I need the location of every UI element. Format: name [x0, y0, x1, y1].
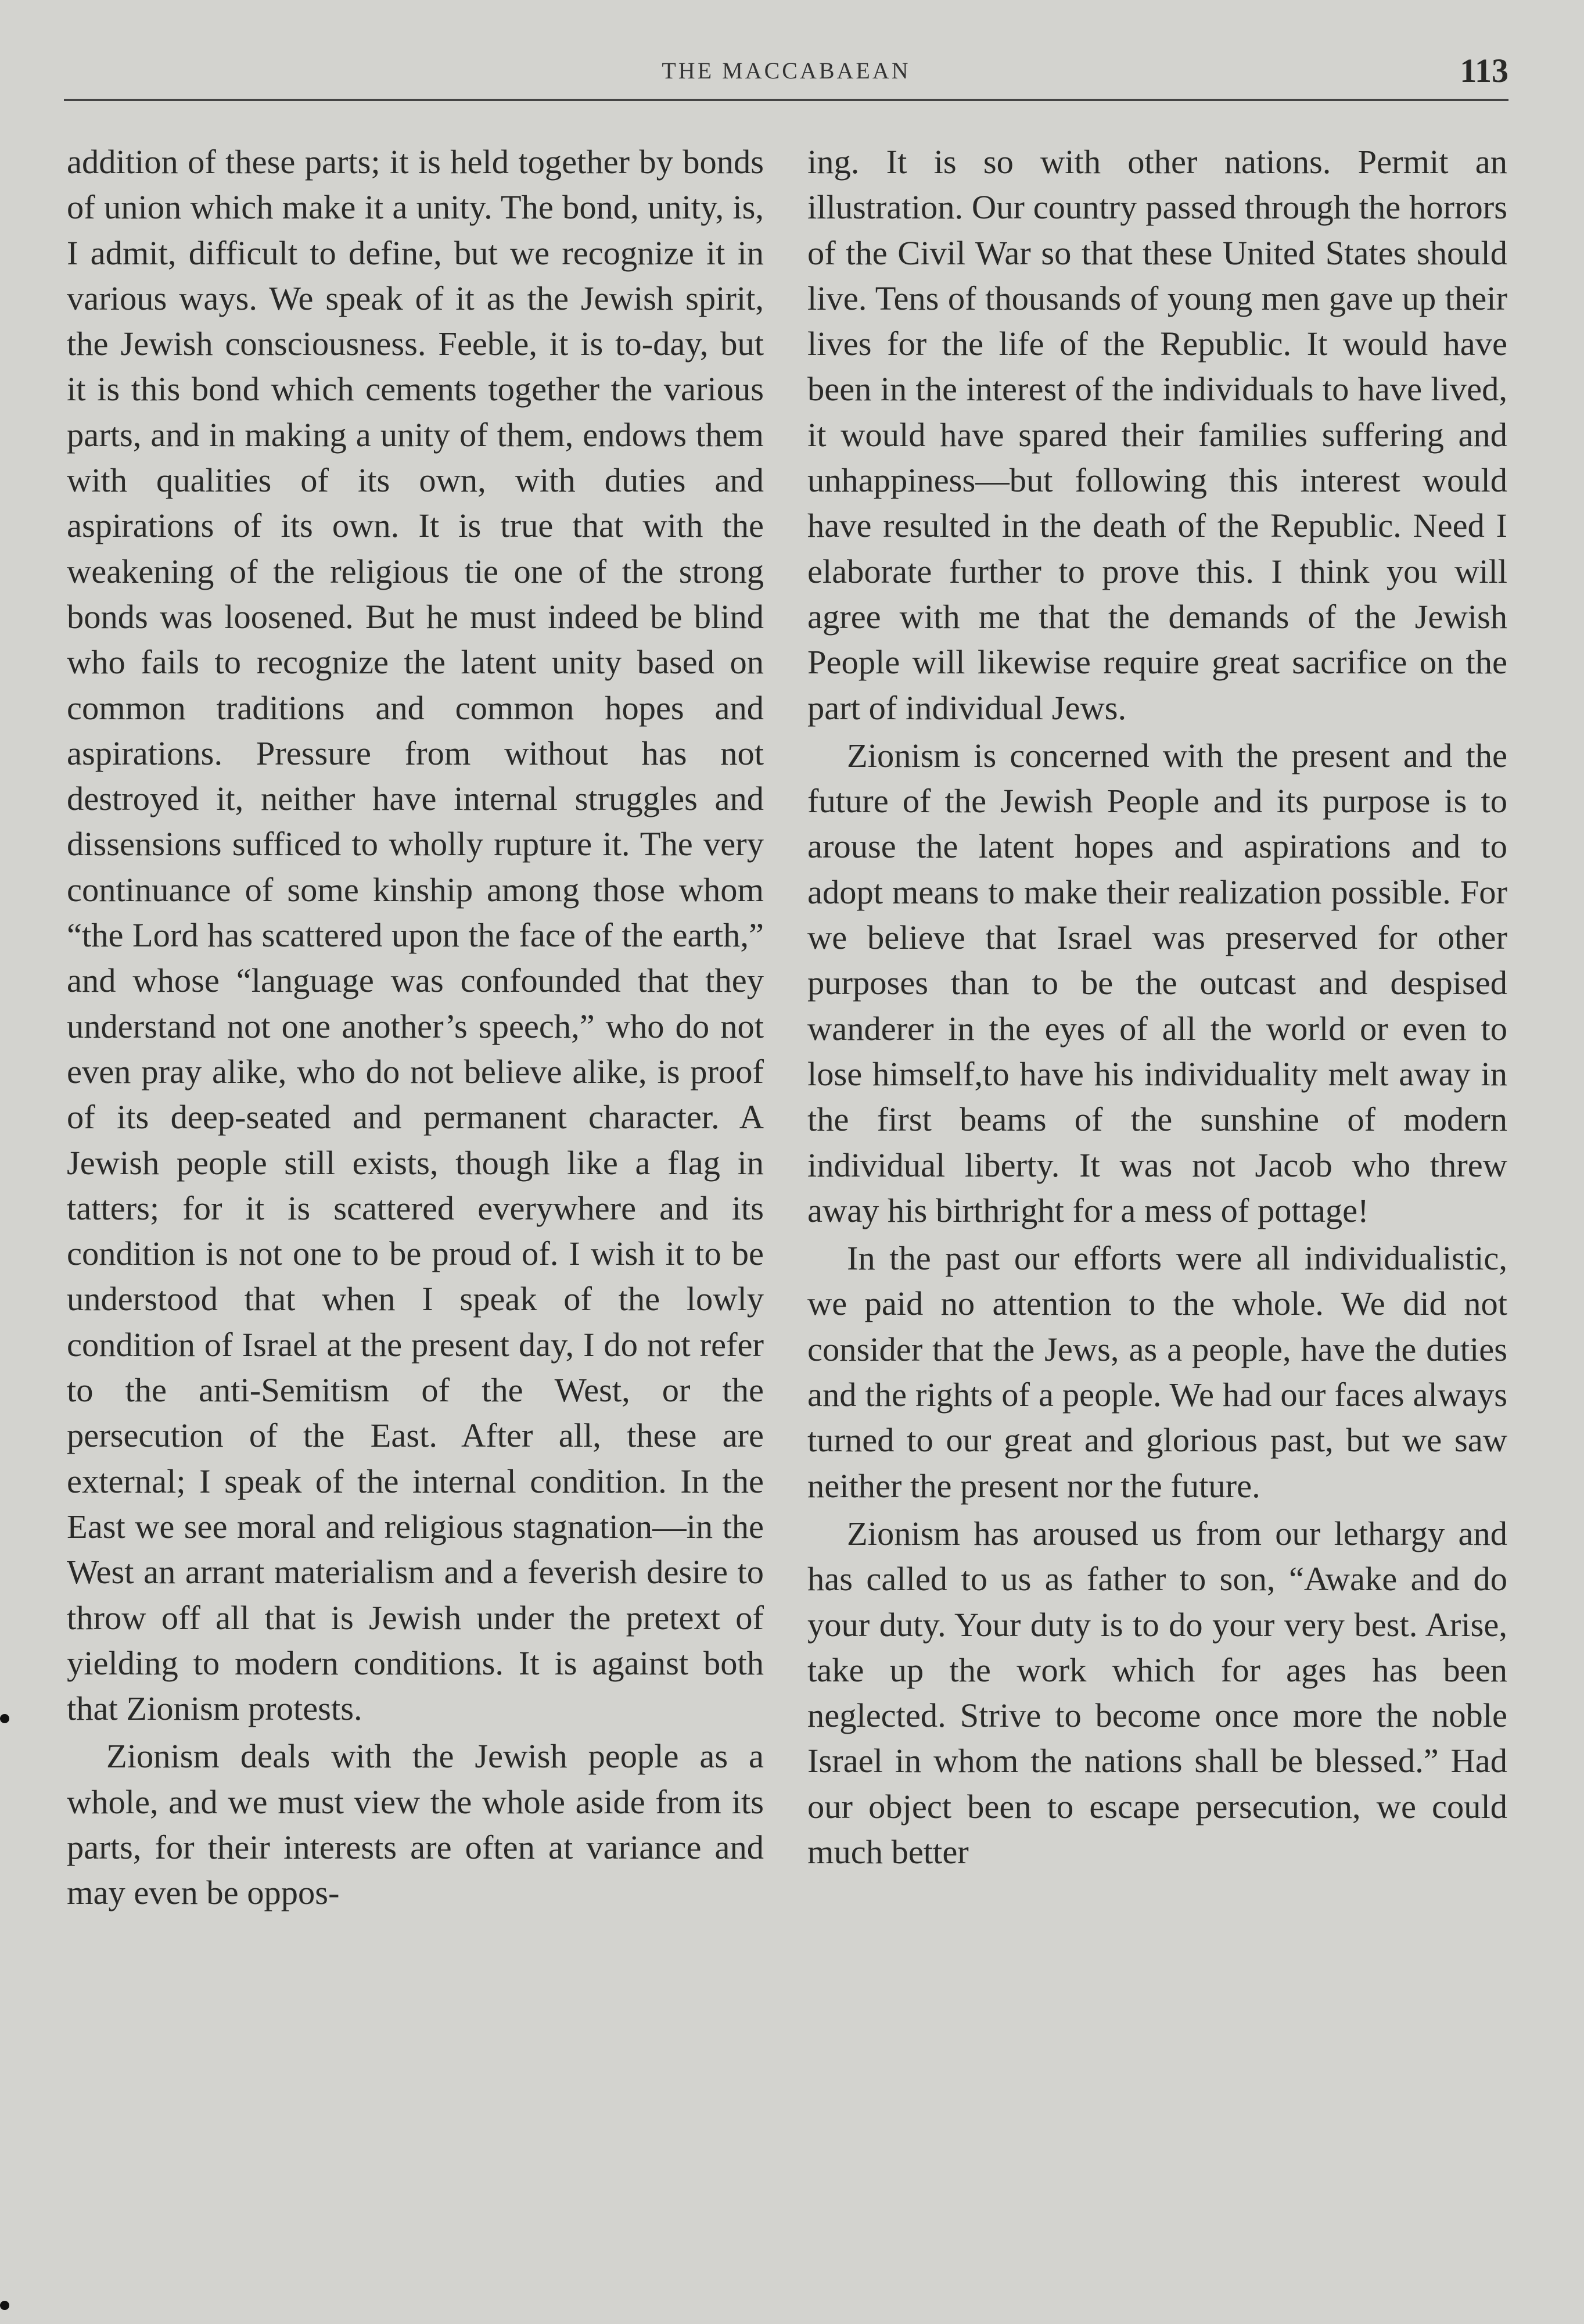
- left-column: [67, 139, 764, 1916]
- right-paragraph-4: Zionism has aroused us from our lethargy and has called to us as father to son, “Awake and do your duty. Your duty is to do your very best. Arise, take up the work which for ages has been neglected. Strive to become once more the noble Israel in whom the nations shall be blessed.” Had our object been to escape persecution, we could much better: [807, 1514, 1507, 1871]
- right-paragraph-1: ing. It is so with other nations. Permit an illustration. Our country passed through the horrors of the Civil War so that these United States should live. Tens of thousands of young men gave up their lives for the life of the Republic. It would have been in the interest of the individuals to have lived, it would have spared their families suffering and unhappiness—but following this interest would have resulted in the death of the Republic. Need I elaborate further to prove this. I think you will agree with me that the demands of the Jewish People will likewise require great sacrifice on the part of individual Jews.: [807, 143, 1507, 727]
- running-title: THE MACCABAEAN: [662, 58, 911, 84]
- right-paragraph-3: In the past our efforts were all individualistic, we paid no attention to the whole. We did not consider that the Jews, as a people, have the duties and the rights of a people. We had our faces always turned to our great and glorious past, but we saw neither the present nor the future.: [807, 1239, 1507, 1505]
- margin-speck: [0, 1714, 9, 1723]
- header-rule: [64, 99, 1508, 101]
- right-paragraph-2: Zionism is concerned with the present and the future of the Jewish People and its purpose is to arouse the latent hopes and aspirations and to adopt means to make their realization possible. For we believe that Israel was preserved for other purposes than to be the outcast and despised wanderer in the eyes of all the world or even to lose himself,to have his individuality melt away in the first beams of the sunshine of modern individual liberty. It was not Jacob who threw away his birthright for a mess of pottage!: [807, 736, 1507, 1229]
- left-paragraph-2: Zionism deals with the Jewish people as a whole, and we must view the whole aside from its parts, for their interests are often at variance and may even be oppos-: [67, 1737, 764, 1912]
- left-paragraph-1: addition of these parts; it is held together by bonds of union which make it a unity. The bond, unity, is, I admit, difficult to define, but we recognize it in various ways. We speak of it as the Jewish spirit, the Jewish consciousness. Feeble, it is to-day, but it is this bond which cements together the various parts, and in making a unity of them, endows them with qualities of its own, with duties and aspirations of its own. It is true that with the weakening of the religious tie one of the strong bonds was loosened. But he must indeed be blind who fails to recognize the latent unity based on common traditions and common hopes and aspirations. Pressure from without has not destroyed it, neither have internal struggles and dissensions sufficed to wholly rupture it. The very continuance of some kinship among those whom “the Lord has scattered upon the face of the earth,” and whose “language was confounded that they understand not one another’s speech,” who do not even pray alike, who do not believe alike, is proof of its deep-seated and permanent character. A Jewish people still exists, though like a flag in tatters; for it is scattered everywhere and its condition is not one to be proud of. I wish it to be understood that when I speak of the lowly condition of Israel at the present day, I do not refer to the anti-Semitism of the West, or the persecution of the East. After all, these are external; I speak of the internal condition. In the East we see moral and religious stagnation—in the West an arrant materialism and a feverish desire to throw off all that is Jewish under the pretext of yielding to modern conditions. It is against both that Zionism protests.: [67, 143, 764, 1728]
- page-number: 113: [1460, 52, 1508, 89]
- page-header: [64, 46, 1508, 105]
- margin-speck: [0, 2301, 9, 2310]
- right-column: [807, 139, 1507, 1875]
